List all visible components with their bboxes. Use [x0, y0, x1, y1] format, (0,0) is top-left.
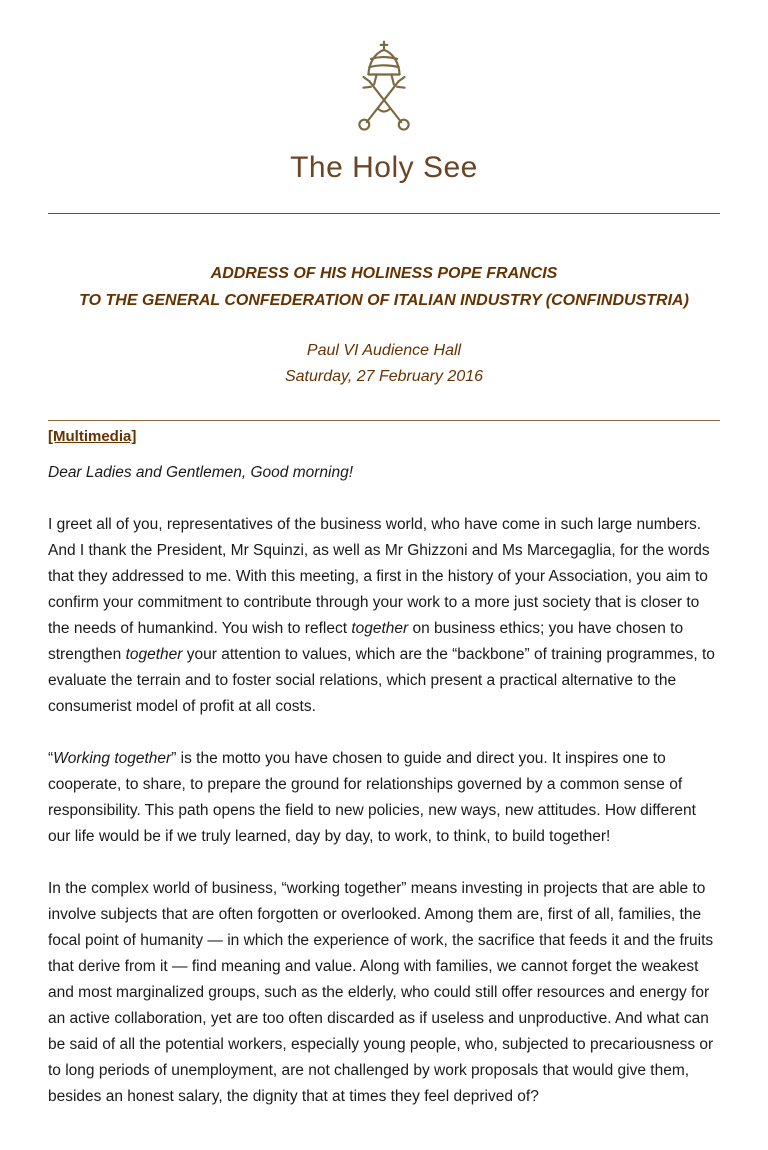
document-title-line1: ADDRESS OF HIS HOLINESS POPE FRANCIS [210, 265, 558, 282]
site-title: The Holy See [290, 151, 478, 184]
paragraph-1: I greet all of you, representatives of the business world, who have come in such large numbers. And I thank the President, Mr Squinzi, as well as Mr Ghizzoni and Ms Marcegaglia, for the words that they addressed to me. With this meeting, a first in the history of your Association, you aim to confirm your commitment to contribute through your work to a more just society that is closer to the needs of humankind. You wish to reflect together on business ethics; you have chosen to strengthen together your attention to values, which are the “backbone” of training programmes, to evaluate the terrain and to foster social relations, which present a practical alternative to the consumerist model of profit at all costs. [48, 516, 715, 715]
holy-see-logo-link[interactable] [290, 40, 478, 185]
event-date: Saturday, 27 February 2016 [284, 368, 484, 385]
multimedia-link[interactable]: [Multimedia] [48, 428, 137, 445]
multimedia-row [48, 426, 720, 447]
event-venue: Paul VI Audience Hall [306, 342, 462, 359]
paragraph-3: In the complex world of business, “working together” means investing in projects that are able to involve subjects that are often forgotten or overlooked. Among them are, first of all, families, the focal point of humanity — in which the experience of work, the sacrifice that feeds it and the fruits that derive from it — find meaning and value. Along with families, we cannot forget the weakest and most marginalized groups, such as the elderly, who could still offer resources and energy for an active collaboration, yet are too often discarded as if useless and unproductive. And what can be said of all the potential workers, especially young people, who, subjected to precariousness or to long periods of unemployment, are not challenged by work proposals that would give them, besides an honest salary, the dignity that at times they feel deprived of? [48, 880, 714, 1105]
site-header [48, 40, 720, 214]
document-title [48, 260, 720, 314]
salutation: Dear Ladies and Gentlemen, Good morning! [48, 464, 354, 481]
papal-insignia-icon [290, 40, 478, 137]
document-title-line2: TO THE GENERAL CONFEDERATION OF ITALIAN INDUSTRY (CONFINDUSTRIA) [79, 292, 689, 309]
paragraph-2: “Working together” is the motto you have chosen to guide and direct you. It inspires one to cooperate, to share, to prepare the ground for relationships governed by a common sense of responsibility. This path opens the field to new policies, new ways, new attitudes. How different our life would be if we truly learned, day by day, to work, to think, to build together! [48, 750, 696, 845]
header-divider [48, 213, 720, 214]
event-details [48, 338, 720, 390]
content-divider [48, 420, 720, 421]
document-body [48, 260, 720, 1110]
